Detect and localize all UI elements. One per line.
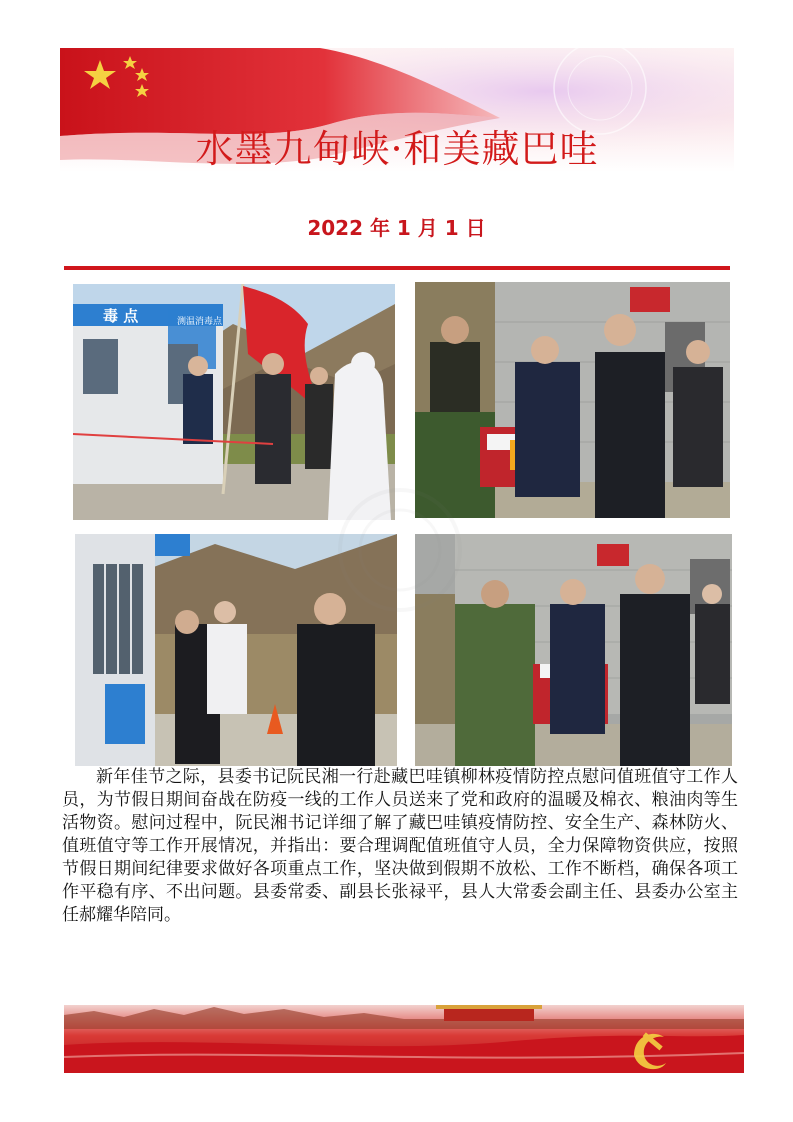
header-banner [60,48,734,172]
side-sign-text: 测温消毒点 [177,317,223,327]
article-paragraph: 新年佳节之际，县委书记阮民湘一行赴藏巴哇镇柳林疫情防控点慰问值班值守工作人员，为节假日期间奋战在防疫一线的工作人员送来了党和政府的温暖及棉衣、粮油肉等生活物资。慰问过程中，阮民湘书记详细了解了藏巴哇镇疫情防控、安全生产、森林防火、值班值守等工作开展情况，并指出：要合理调配值班值守人员，全力保障物资供应，按照节假日期间纪律要求做好各项重点工作，坚决做到假期不放松、工作不断档，确保各项工作平稳有序、不出问题。县委常委、副县长张禄平，县人大常委会副主任、县委办公室主任郝耀华陪同。 [62,767,738,925]
publish-date: 2022 年 1 月 1 日 [307,216,486,240]
sign-text: 毒 点 [103,307,139,325]
watermark-emblem [330,480,470,620]
page-title: 水墨九甸峡·和美藏巴哇 [195,127,599,171]
footer-banner [64,1005,744,1073]
red-divider [64,266,730,270]
footer-graphic [64,1005,744,1073]
